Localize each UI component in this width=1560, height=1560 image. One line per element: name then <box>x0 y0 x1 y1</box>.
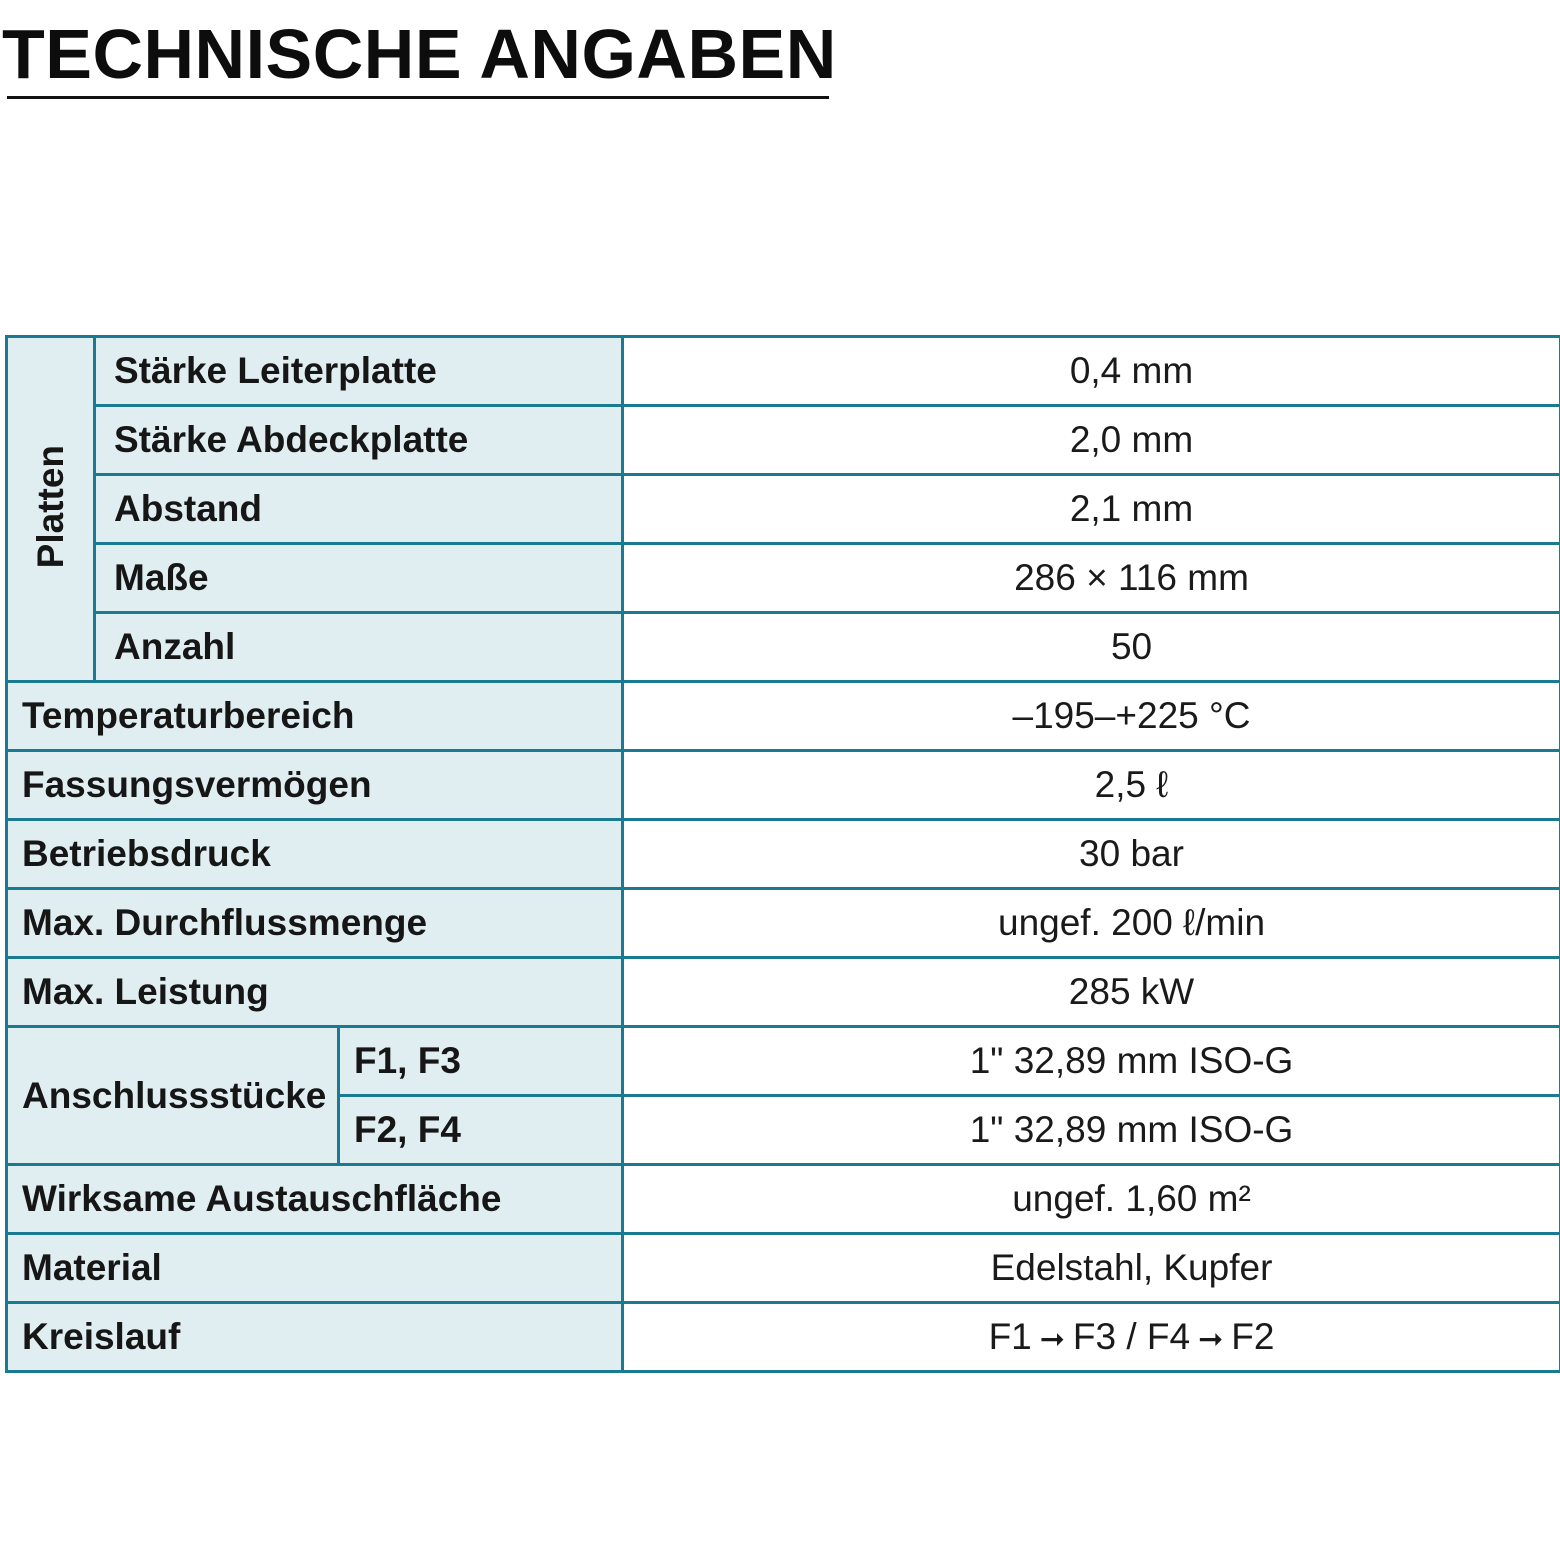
row-value: 2,0 mm <box>623 406 1560 475</box>
page-title: TECHNISCHE ANGABEN <box>2 15 837 93</box>
platten-group-label: Platten <box>29 444 71 569</box>
row-value: –195–+225 °C <box>623 682 1560 751</box>
row-label: Stärke Abdeckplatte <box>95 406 623 475</box>
row-value: 286 × 116 mm <box>623 544 1560 613</box>
table-row <box>7 544 1560 613</box>
arrow-right-icon: ➞ <box>1198 1323 1224 1356</box>
anschluss-group-label: Anschlussstücke <box>7 1027 339 1165</box>
row-label: Temperaturbereich <box>7 682 623 751</box>
row-value: 30 bar <box>623 820 1560 889</box>
table-row <box>7 958 1560 1027</box>
kreislauf-part-3: F2 <box>1231 1316 1275 1357</box>
table-row <box>7 889 1560 958</box>
row-value: 1" 32,89 mm ISO-G <box>623 1027 1560 1096</box>
row-label: Wirksame Austauschfläche <box>7 1165 623 1234</box>
row-label: Maße <box>95 544 623 613</box>
row-label: Max. Durchflussmenge <box>7 889 623 958</box>
kreislauf-part-1: F1 <box>988 1316 1032 1357</box>
row-label: F2, F4 <box>339 1096 623 1165</box>
row-value: 285 kW <box>623 958 1560 1027</box>
row-value: ungef. 1,60 m² <box>623 1165 1560 1234</box>
spec-table <box>5 335 1560 1373</box>
table-row <box>7 613 1560 682</box>
row-label: Betriebsdruck <box>7 820 623 889</box>
table-row <box>7 682 1560 751</box>
row-label: Material <box>7 1234 623 1303</box>
row-value: 2,5 ℓ <box>623 751 1560 820</box>
row-label: Anzahl <box>95 613 623 682</box>
row-label: Abstand <box>95 475 623 544</box>
row-label: Max. Leistung <box>7 958 623 1027</box>
table-row <box>7 1165 1560 1234</box>
row-label: F1, F3 <box>339 1027 623 1096</box>
row-value: 50 <box>623 613 1560 682</box>
row-label: Stärke Leiterplatte <box>95 337 623 406</box>
row-value: 1" 32,89 mm ISO-G <box>623 1096 1560 1165</box>
row-value: Edelstahl, Kupfer <box>623 1234 1560 1303</box>
row-value: 2,1 mm <box>623 475 1560 544</box>
table-row <box>7 751 1560 820</box>
kreislauf-value <box>623 1303 1560 1372</box>
table-row <box>7 1234 1560 1303</box>
row-value: ungef. 200 ℓ/min <box>623 889 1560 958</box>
table-row <box>7 406 1560 475</box>
table-row <box>7 475 1560 544</box>
table-row <box>7 1027 1560 1096</box>
table-row <box>7 337 1560 406</box>
table-row <box>7 820 1560 889</box>
row-value: 0,4 mm <box>623 337 1560 406</box>
platten-group-cell <box>7 337 95 682</box>
row-label: Kreislauf <box>7 1303 623 1372</box>
arrow-right-icon: ➞ <box>1039 1323 1065 1356</box>
kreislauf-part-2: F3 / F4 <box>1072 1316 1191 1357</box>
table-row <box>7 1303 1560 1372</box>
title-underline <box>7 96 829 99</box>
row-label: Fassungsvermögen <box>7 751 623 820</box>
